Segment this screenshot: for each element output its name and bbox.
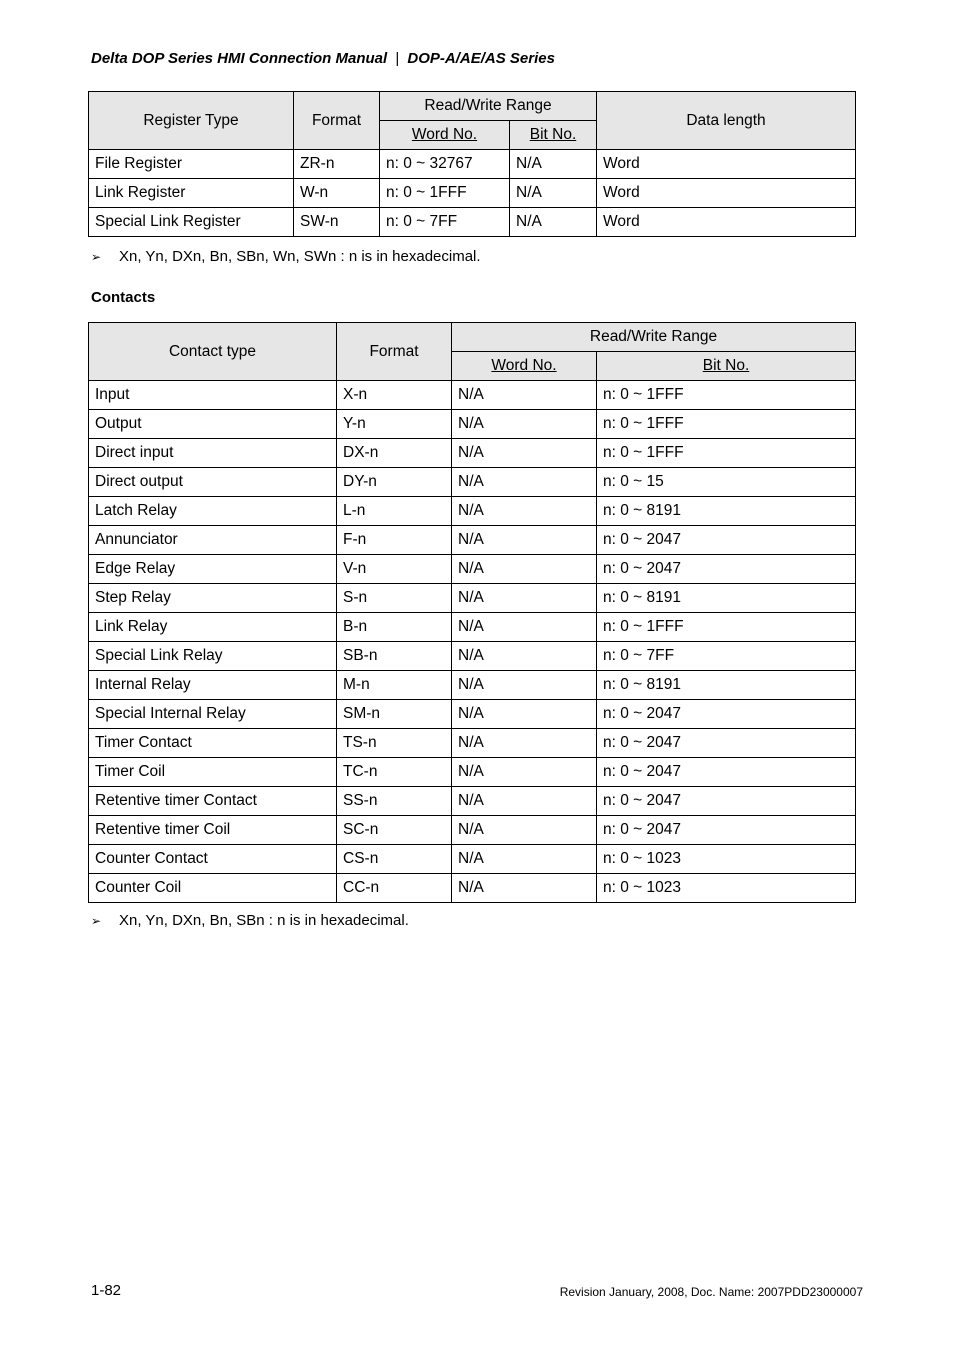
table-cell: N/A (452, 555, 597, 584)
table-cell: Latch Relay (89, 497, 337, 526)
table-row (89, 439, 856, 468)
table-cell: SB-n (337, 642, 452, 671)
table-cell: V-n (337, 555, 452, 584)
contacts-table (88, 322, 856, 903)
page-number: 1-82 (91, 1282, 122, 1299)
bullet-arrow-icon: ➢ (91, 914, 102, 928)
header-bit-no: Bit No. (510, 121, 597, 150)
table-cell: Input (89, 381, 337, 410)
table-cell: Timer Contact (89, 729, 337, 758)
table-row (89, 179, 856, 208)
table-cell: TS-n (337, 729, 452, 758)
table-cell: Y-n (337, 410, 452, 439)
table-cell: N/A (452, 729, 597, 758)
table-cell: TC-n (337, 758, 452, 787)
table-cell: L-n (337, 497, 452, 526)
table-cell: n: 0 ~ 8191 (597, 584, 856, 613)
table-row (89, 381, 856, 410)
table-cell: Special Link Relay (89, 642, 337, 671)
table-cell: CC-n (337, 874, 452, 903)
header-bit-no: Bit No. (597, 352, 856, 381)
header-format: Format (294, 92, 380, 150)
register-note: ➢ Xn, Yn, DXn, Bn, SBn, Wn, SWn : n is in hexadecimal. (91, 248, 481, 265)
table-cell: n: 0 ~ 15 (597, 468, 856, 497)
table-row (89, 208, 856, 237)
table-cell: n: 0 ~ 2047 (597, 758, 856, 787)
header-word-no: Word No. (380, 121, 510, 150)
table-cell: n: 0 ~ 1FFF (597, 381, 856, 410)
table-cell: n: 0 ~ 8191 (597, 671, 856, 700)
table-row (89, 816, 856, 845)
table-cell: Special Link Register (89, 208, 294, 237)
table-cell: n: 0 ~ 7FF (380, 208, 510, 237)
table-cell: n: 0 ~ 2047 (597, 729, 856, 758)
table-cell: Edge Relay (89, 555, 337, 584)
table-cell: N/A (452, 758, 597, 787)
table-row (89, 642, 856, 671)
table-row (89, 584, 856, 613)
table-cell: Timer Coil (89, 758, 337, 787)
header-contact-type: Contact type (89, 323, 337, 381)
table-cell: n: 0 ~ 7FF (597, 642, 856, 671)
table-cell: n: 0 ~ 1023 (597, 845, 856, 874)
register-table (88, 91, 856, 237)
table-cell: F-n (337, 526, 452, 555)
table-cell: SW-n (294, 208, 380, 237)
table-cell: n: 0 ~ 2047 (597, 526, 856, 555)
table-cell: n: 0 ~ 1FFF (597, 613, 856, 642)
header-read-write-range: Read/Write Range (380, 92, 597, 121)
table-row (89, 613, 856, 642)
table-cell: Link Register (89, 179, 294, 208)
table-cell: N/A (452, 845, 597, 874)
table-cell: SM-n (337, 700, 452, 729)
manual-title: Delta DOP Series HMI Connection Manual (91, 50, 388, 67)
contacts-heading: Contacts (91, 289, 156, 306)
header-data-length: Data length (597, 92, 856, 150)
revision-info: Revision January, 2008, Doc. Name: 2007PDD23000007 (559, 1285, 863, 1299)
table-cell: B-n (337, 613, 452, 642)
table-row (89, 700, 856, 729)
table-cell: SC-n (337, 816, 452, 845)
table-cell: Word (597, 179, 856, 208)
header-separator: | (395, 50, 400, 67)
table-cell: Step Relay (89, 584, 337, 613)
table-cell: N/A (452, 613, 597, 642)
table-cell: N/A (452, 439, 597, 468)
table-cell: DX-n (337, 439, 452, 468)
table-cell: Direct output (89, 468, 337, 497)
table-cell: N/A (452, 874, 597, 903)
series-name: DOP-A/AE/AS Series (407, 50, 555, 67)
table-cell: N/A (452, 410, 597, 439)
table-cell: N/A (452, 642, 597, 671)
table-row (89, 874, 856, 903)
contacts-note: ➢ Xn, Yn, DXn, Bn, SBn : n is in hexadecimal. (91, 912, 409, 929)
table-cell: N/A (452, 584, 597, 613)
table-cell: n: 0 ~ 2047 (597, 555, 856, 584)
table-cell: n: 0 ~ 1FFF (380, 179, 510, 208)
table-cell: Retentive timer Coil (89, 816, 337, 845)
table-row (89, 845, 856, 874)
table-cell: Word (597, 208, 856, 237)
table-cell: M-n (337, 671, 452, 700)
table-cell: File Register (89, 150, 294, 179)
table-cell: N/A (452, 787, 597, 816)
table-cell: W-n (294, 179, 380, 208)
table-row (89, 758, 856, 787)
table-cell: S-n (337, 584, 452, 613)
table-cell: Counter Contact (89, 845, 337, 874)
page-header (91, 50, 555, 67)
table-cell: Annunciator (89, 526, 337, 555)
table-cell: Internal Relay (89, 671, 337, 700)
table-cell: N/A (510, 150, 597, 179)
table-cell: n: 0 ~ 1023 (597, 874, 856, 903)
table-cell: Word (597, 150, 856, 179)
table-cell: n: 0 ~ 2047 (597, 816, 856, 845)
table-cell: ZR-n (294, 150, 380, 179)
table-cell: N/A (510, 208, 597, 237)
header-register-type: Register Type (89, 92, 294, 150)
table-cell: n: 0 ~ 2047 (597, 700, 856, 729)
table-cell: SS-n (337, 787, 452, 816)
table-cell: n: 0 ~ 8191 (597, 497, 856, 526)
table-row (89, 468, 856, 497)
table-cell: X-n (337, 381, 452, 410)
table-cell: Output (89, 410, 337, 439)
table-cell: DY-n (337, 468, 452, 497)
table-cell: n: 0 ~ 1FFF (597, 439, 856, 468)
table-cell: n: 0 ~ 2047 (597, 787, 856, 816)
header-read-write-range: Read/Write Range (452, 323, 856, 352)
header-word-no: Word No. (452, 352, 597, 381)
table-row (89, 729, 856, 758)
table-cell: Direct input (89, 439, 337, 468)
table-cell: Retentive timer Contact (89, 787, 337, 816)
table-cell: Link Relay (89, 613, 337, 642)
table-cell: N/A (452, 671, 597, 700)
table-cell: Special Internal Relay (89, 700, 337, 729)
table-cell: Counter Coil (89, 874, 337, 903)
table-cell: N/A (510, 179, 597, 208)
table-cell: CS-n (337, 845, 452, 874)
table-row (89, 150, 856, 179)
table-row (89, 410, 856, 439)
bullet-arrow-icon: ➢ (91, 250, 102, 264)
table-cell: N/A (452, 381, 597, 410)
table-row (89, 555, 856, 584)
table-cell: N/A (452, 700, 597, 729)
header-format: Format (337, 323, 452, 381)
table-cell: N/A (452, 816, 597, 845)
table-cell: n: 0 ~ 32767 (380, 150, 510, 179)
table-cell: N/A (452, 468, 597, 497)
table-cell: n: 0 ~ 1FFF (597, 410, 856, 439)
table-row (89, 671, 856, 700)
table-row (89, 497, 856, 526)
table-row (89, 787, 856, 816)
table-row (89, 526, 856, 555)
table-cell: N/A (452, 497, 597, 526)
table-cell: N/A (452, 526, 597, 555)
